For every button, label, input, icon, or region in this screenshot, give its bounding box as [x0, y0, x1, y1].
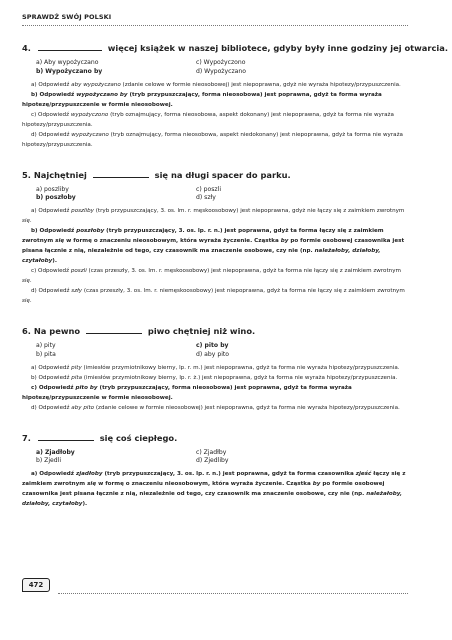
explanation-paragraph [22, 130, 410, 150]
explanation-paragraph [22, 226, 410, 266]
question-number: 6. [22, 326, 31, 336]
question-text: się na długi spacer do parku. [154, 169, 291, 180]
option-d: d) aby pito [196, 350, 230, 358]
explanations [22, 469, 410, 509]
explanation-text: się [87, 481, 97, 487]
option-a: a) pity [36, 342, 56, 349]
explanation-text: należałoby, działoby, czytałoby [22, 491, 403, 507]
explanation-paragraph [22, 90, 410, 110]
explanation-text: (zdanie celowe w formie nieosobowej) jest niepoprawna, gdyż ta forma nie wyraża hipotezy/przypuszczenia. [94, 404, 400, 411]
answer-options [36, 186, 410, 202]
explanation-paragraph [22, 110, 410, 130]
explanation-text: pito by [75, 384, 98, 391]
explanation-text: a) Odpowiedź [31, 364, 72, 371]
explanation-text: . [29, 278, 32, 284]
explanation-text: ). [52, 258, 57, 264]
explanation-text: się [22, 218, 30, 224]
explanation-text: (tryb przypuszczający, forma nieosobowa) jest poprawna, gdyż ta forma wyraża hipotezę/przypuszczenie w formie nieosobowej. [22, 384, 352, 401]
explanation-text: b) Odpowiedź [31, 374, 72, 381]
explanation-text: aby pito [71, 404, 95, 411]
explanation-text: należałoby, działoby, czytałoby [22, 248, 381, 264]
explanation-text: po formie osobowej czasownika jest pisana łącznie z nią, niezależnie od tego, czy czasownik ma znaczenie osobowe, czy nie (np. [22, 238, 405, 254]
explanation-text: d) Odpowiedź [31, 288, 72, 294]
explanation-text: ). [82, 501, 88, 507]
explanation-text: w formę o znaczeniu nieosobowym, która wyraża życzenie. Cząstka [96, 481, 313, 487]
option-c: c) pito by [196, 342, 229, 349]
explanation-text: . [29, 218, 32, 224]
question-5 [22, 170, 410, 307]
explanation-text: a) Odpowiedź [31, 81, 72, 88]
answer-blank [38, 43, 102, 51]
explanation-text: (tryb przypuszczający, 3. os. lm. r. męskoosobowy) jest niepoprawna, gdyż nie łączy się z zaimkiem zwrotnym [93, 208, 405, 214]
explanation-text: b) Odpowiedź [31, 228, 77, 234]
answer-blank [86, 326, 142, 334]
explanation-text: pity [71, 364, 82, 371]
question-4 [22, 43, 448, 150]
option-a: a) Zjadłoby [36, 448, 75, 456]
option-b: b) Wypożyczano by [36, 67, 103, 75]
option-b: b) Zjedli [36, 457, 62, 464]
explanation-text: poszłoby [76, 228, 105, 234]
question-6 [22, 326, 410, 413]
explanation-text: c) Odpowiedź [31, 111, 71, 118]
header-divider [22, 25, 408, 26]
explanation-text: zjadłoby [75, 471, 103, 477]
explanations [22, 363, 410, 413]
explanation-text: pita [71, 374, 83, 381]
question-text: piwo chętniej niż wino. [147, 326, 256, 336]
answer-options [36, 59, 410, 75]
explanation-text: by [312, 481, 321, 487]
option-d: d) Wypożyczano [196, 67, 246, 75]
explanation-paragraph [22, 383, 410, 403]
option-c: c) poszli [196, 185, 222, 193]
explanation-text: b) Odpowiedź [31, 91, 77, 98]
explanation-paragraph [22, 266, 410, 286]
explanation-paragraph [22, 80, 410, 90]
question-text-before: Na pewno [33, 326, 81, 336]
option-b: b) pita [36, 350, 56, 358]
question-prompt [22, 433, 410, 443]
footer-divider [58, 593, 408, 594]
question-prompt [22, 170, 410, 180]
explanation-text: (tryb oznajmujący, forma nieosobowa, aspekt dokonany) jest niepoprawna, gdyż ta forma nie wyraża hipotezy/przypuszczenia. [22, 111, 394, 128]
option-a: a) poszliby [36, 185, 69, 193]
question-number: 5. [22, 169, 31, 180]
explanation-text: (tryb oznajmujący, forma nieosobowa, aspekt niedokonany) jest niepoprawna, gdyż ta forma nie wyraża hipotezy/przypuszczenia. [22, 131, 403, 148]
explanation-text: c) Odpowiedź [31, 268, 71, 274]
question-number: 7. [22, 432, 31, 443]
explanation-text: zjeść [355, 471, 372, 477]
question-prompt [22, 43, 448, 53]
explanation-text: a) Odpowiedź [31, 471, 76, 477]
explanation-paragraph [22, 206, 410, 226]
explanation-text: d) Odpowiedź [31, 131, 72, 138]
explanation-text: . [29, 298, 32, 304]
explanations [22, 80, 410, 150]
explanation-text: a) Odpowiedź [31, 208, 72, 214]
explanation-text: c) Odpowiedź [31, 384, 76, 391]
answer-options [36, 449, 410, 465]
explanation-text: poszli [70, 268, 87, 274]
answer-blank [93, 170, 149, 178]
explanation-text: (tryb przypuszczający, 3. os. lp. r. n.) jest poprawna, gdyż ta forma czasownika [102, 471, 356, 477]
option-b: b) poszłoby [36, 194, 76, 201]
question-text-before: Najchętniej [33, 169, 87, 180]
explanation-paragraph [22, 286, 410, 306]
explanation-text: wypożyczono [70, 111, 109, 118]
explanation-text: (zdanie celowe w formie nieosobowej) jest niepoprawna, gdyż nie wyraża hipotezy/przypuszczenia. [120, 81, 401, 88]
question-text: więcej książek w naszej bibliotece, gdyby były inne godziny jej otwarcia. [107, 43, 448, 53]
explanation-text: (imiesłów przymiotnikowy bierny, lp. r. m.) jest niepoprawna, gdyż ta forma nie wyraża hipotezy/przypuszczenia. [81, 364, 400, 371]
explanation-text: w formę o znaczeniu nieosobowym, która wyraża życzenie. Cząstka [64, 238, 281, 244]
explanation-text: (imiesłów przymiotnikowy bierny, lp. r. ż.) jest niepoprawna, gdyż ta forma nie wyraża hipotezy/przypuszczenia. [82, 374, 398, 381]
answer-options [36, 342, 410, 358]
explanation-text: aby wypożyczano [71, 81, 121, 88]
explanation-text: wypożyczano by [76, 91, 128, 98]
question-7 [22, 433, 410, 510]
option-a: a) Aby wypożyczano [36, 59, 99, 66]
explanation-text: szły [71, 288, 83, 294]
explanation-text: (tryb przypuszczający, 3. os. lp. r. n.) jest poprawna, gdyż ta forma łączy się z zaimkiem zwrotnym [22, 228, 384, 244]
explanation-text: wypożyczano [71, 131, 109, 138]
explanations [22, 206, 410, 306]
explanation-text: (tryb przypuszczający, forma nieosobowa) jest poprawna, gdyż ta forma wyraża hipotezę/przypuszczenie w formie nieosobowej. [22, 91, 382, 108]
option-c: c) Wypożyczono [196, 59, 246, 66]
explanation-paragraph [22, 363, 410, 373]
explanation-text: się [22, 298, 30, 304]
explanation-paragraph [22, 373, 410, 383]
explanation-text: poszliby [71, 208, 94, 214]
option-d: d) szły [196, 194, 216, 201]
question-number: 4. [22, 43, 31, 53]
explanation-text: (czas przeszły, 3. os. lm. r. niemęskoosobowy) jest niepoprawna, gdyż ta forma nie łączy się z zaimkiem zwrotnym [82, 288, 405, 294]
explanation-paragraph [22, 403, 410, 413]
running-header: SPRAWDŹ SWÓJ POLSKI [22, 13, 112, 21]
explanation-text: po formie osobowej czasownika jest pisana łącznie z nią, niezależnie od tego, czy czasownik ma znaczenie osobowe, czy nie (np. [22, 481, 385, 497]
question-prompt [22, 326, 410, 336]
page-number: 472 [22, 578, 50, 592]
page-content [22, 43, 448, 509]
option-d: d) Zjedliby [196, 457, 229, 464]
explanation-text: się [22, 278, 30, 284]
option-c: c) Zjadłby [196, 448, 227, 456]
question-text: się coś ciepłego. [99, 432, 178, 443]
explanation-text: się [55, 238, 65, 244]
explanation-text: d) Odpowiedź [31, 404, 72, 411]
explanation-paragraph [22, 469, 410, 509]
explanation-text: łączy się z zaimkiem zwrotnym [22, 471, 406, 487]
explanation-text: (czas przeszły, 3. os. lm. r. męskoosobowy) jest niepoprawna, gdyż ta forma nie łączy się z zaimkiem zwrotnym [86, 268, 401, 274]
explanation-text: by [280, 238, 289, 244]
answer-blank [38, 433, 94, 441]
